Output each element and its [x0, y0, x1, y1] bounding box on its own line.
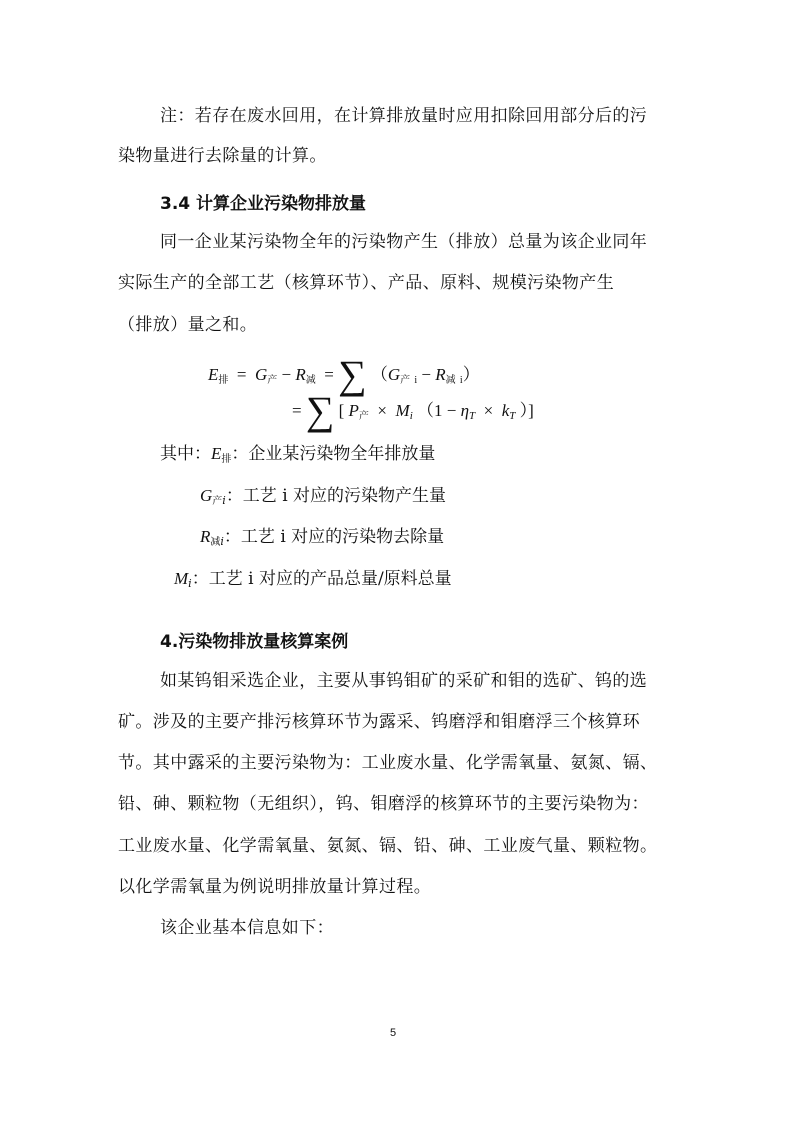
sigma-symbol: ∑: [305, 388, 335, 433]
case-line-3: 节。其中露采的主要污染物为：工业废水量、化学需氧量、氨氮、镉、: [118, 753, 658, 773]
definition-G: $G_产i$：工艺 i 对应的污染物产生量: [200, 486, 447, 507]
note-line-1: 注：若存在废水回用，在计算排放量时应用扣除回用部分后的污: [160, 106, 648, 126]
definition-R: $R_减i$：工艺 i 对应的污染物去除量: [200, 527, 445, 548]
total-line-2: 实际生产的全部工艺（核算环节）、产品、原料、规模污染物产生: [118, 273, 615, 293]
total-line-3: （排放）量之和。: [118, 315, 258, 335]
definition-M: Mi：工艺 i 对应的产品总量/原料总量: [174, 569, 452, 590]
formula-line-2: = ∑ [ $P_产 \times Mi$ （1 − ηT × kT ）]: [292, 388, 534, 433]
definition-E: 其中：$E_排$：企业某污染物全年排放量: [160, 444, 436, 465]
case-line-4: 铅、砷、颗粒物（无组织），钨、钼磨浮的核算环节的主要污染物为：: [118, 794, 649, 814]
case-line-2: 矿。涉及的主要产排污核算环节为露采、钨磨浮和钼磨浮三个核算环: [118, 712, 640, 732]
case-line-5: 工业废水量、化学需氧量、氨氮、镉、铅、砷、工业废气量、颗粒物。: [118, 836, 658, 856]
case-line-6: 以化学需氧量为例说明排放量计算过程。: [118, 877, 432, 897]
sigma-symbol: ∑: [338, 352, 367, 397]
total-line-1: 同一企业某污染物全年的污染物产生（排放）总量为该企业同年: [160, 232, 648, 252]
formula-line-1: $E_排 = G_产 - R_减$ = ∑ （$G_产$ $_i - R_减$ $_i$）: [208, 352, 480, 397]
page-number: 5: [390, 1027, 397, 1039]
note-line-2: 染物量进行去除量的计算。: [118, 146, 327, 166]
info-line: 该企业基本信息如下：: [160, 918, 334, 938]
section-heading-3-4: 3.4 计算企业污染物排放量: [160, 194, 367, 214]
case-line-1: 如某钨钼采选企业，主要从事钨钼矿的采矿和钼的选矿、钨的选: [160, 671, 648, 691]
section-heading-4: 4.污染物排放量核算案例: [160, 632, 349, 652]
